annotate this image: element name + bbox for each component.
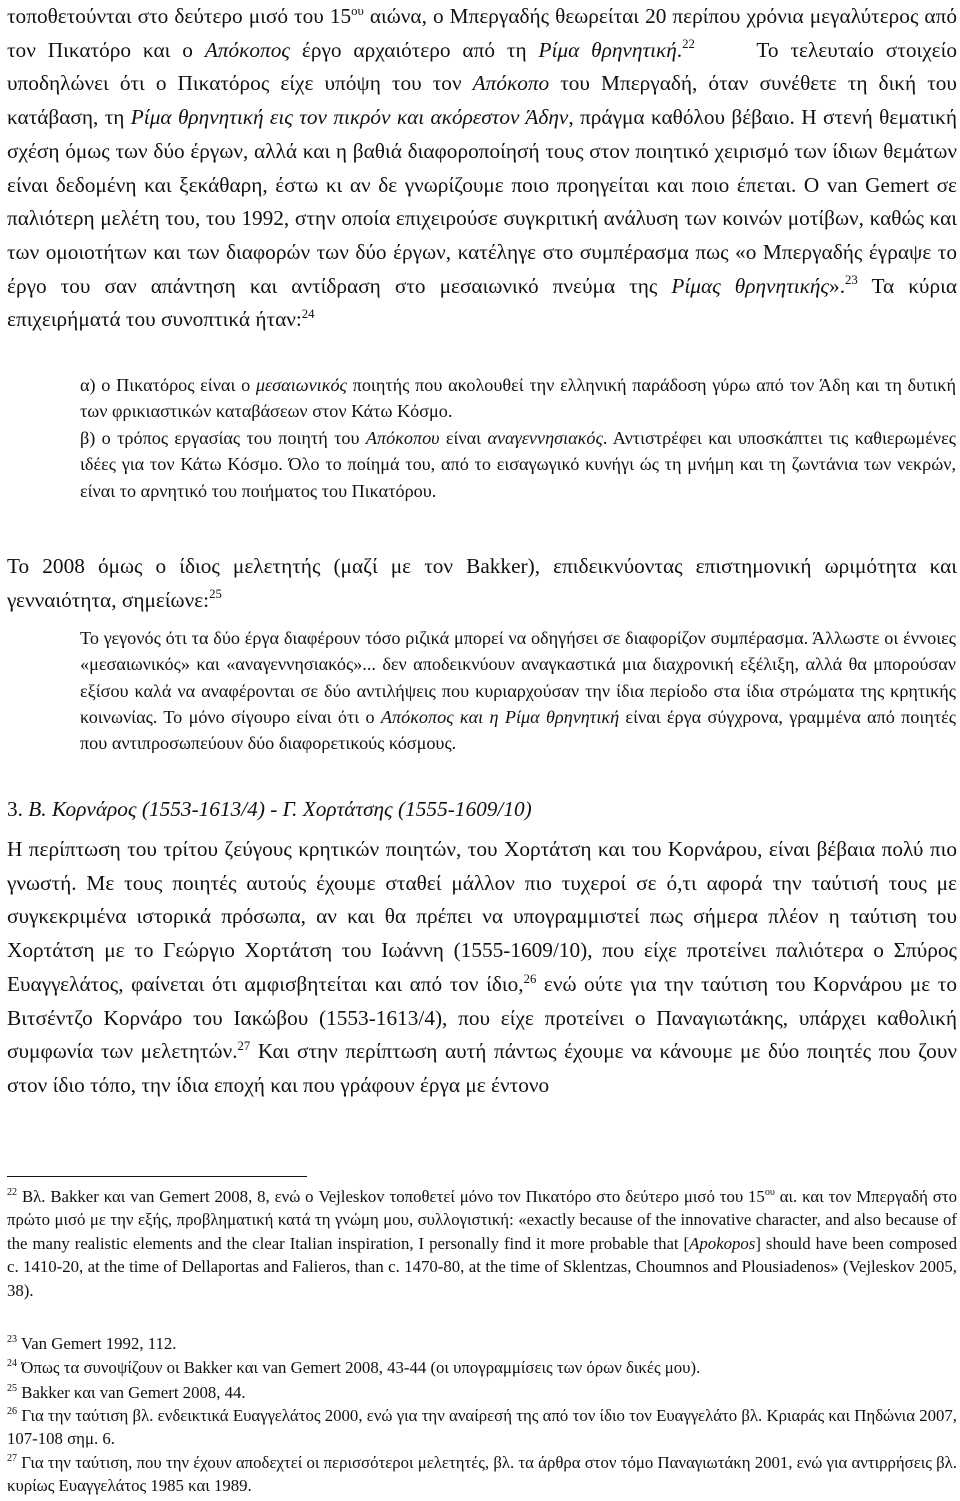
footnote-22 <box>7 1185 957 1302</box>
italic-title: Απόκοπο <box>472 71 550 96</box>
footnote-number: 27 <box>7 1453 18 1465</box>
paragraph-intro <box>7 0 957 337</box>
footnote-text: ] should have been composed c. 1410-20, at the time of Dellaportas and Falieros, than c. 1470-80, at the time of Sklentzas, Choumnos and Plousiadenos» (Vejleskov 2005, 38). <box>7 1233 957 1300</box>
text-run: β) ο τρόπος εργασίας του ποιητή του <box>80 428 366 448</box>
footnote-text: Όπως τα συνοψίζουν οι Bakker και van Gemert 2008, 43-44 (οι υπογραμμίσεις των όρων δικές μου). <box>17 1358 701 1377</box>
paragraph-2008 <box>7 550 957 617</box>
footnote-27 <box>7 1451 957 1498</box>
text-run: έργο αρχαιότερο από τη <box>290 37 539 62</box>
footnote-number: 25 <box>7 1383 18 1395</box>
italic-title: Ρίμα θρηνητική εις τον πικρόν και ακόρεστον Άδην <box>130 105 569 130</box>
paragraph-section-3 <box>7 833 957 1103</box>
footnote-number: 23 <box>7 1334 18 1346</box>
text-run: τοποθετούνται στο δεύτερο μισό του 15 <box>7 4 352 28</box>
footnote-ref-27[interactable]: 27 <box>237 1038 251 1053</box>
footnote-ref-22[interactable]: 22 <box>682 37 695 52</box>
text-run: είναι έργα σύγχρονα, γραμμένα από ποιητές που αντιπροσωπεύουν δύο διαφορετικούς κόσμους. <box>80 706 956 754</box>
footnote-24 <box>7 1356 957 1379</box>
text-run: Το 2008 όμως ο ίδιος μελετητής (μαζί με τον Bakker), επιδεικνύοντας επιστημονική ωριμότητα και γενναιότητα, σημείωνε: <box>7 554 957 612</box>
text-run: ενώ ούτε για την ταύτιση του Κορνάρου με το Βιτσέντζο Κορνάρο του Ιακώβου (1553-1613/4), που είχε προτείνει ο Παναγιωτάκης, υπάρχει καθολική συμφωνία των μελετητών. <box>7 971 957 1064</box>
superscript: ου <box>351 3 364 18</box>
quote-point-a <box>80 372 956 425</box>
italic-title: Απόκοπου <box>365 428 440 448</box>
quote-point-b <box>80 425 956 504</box>
section-heading <box>7 795 907 823</box>
footnote-number: 24 <box>7 1358 18 1370</box>
text-run: α) ο Πικατόρος είναι ο <box>80 375 256 395</box>
footnote-text: Βλ. Bakker και van Gemert 2008, 8, ενώ ο Vejleskov τοποθετεί μόνο τον Πικατόρο στο δεύτερο μισό του 15 <box>17 1187 765 1206</box>
footnote-25 <box>7 1381 957 1404</box>
footnote-ref-26[interactable]: 26 <box>523 971 537 986</box>
block-quote <box>80 625 956 756</box>
footnote-ref-23[interactable]: 23 <box>845 273 858 288</box>
italic-title: Apokopos <box>689 1233 756 1253</box>
text-run: του Μπεργαδή, όταν συνέθετε τη δική του κατάβαση, τη <box>7 71 957 130</box>
text-run: ποιητής που ακολουθεί την ελληνική παράδοση γύρω από τον Άδη και τη δυτική των φρικιαστικών καταβάσεων στον Κάτω Κόσμο. <box>80 375 956 422</box>
text-run: . <box>676 37 683 62</box>
text-run: . Αντιστρέφει και υποσκάπτει τις καθιερωμένες ιδέες για τον Κάτω Κόσμο. Όλο το ποίημά του, από το εισαγωγικό κυνήγι ώς τη μνήμη και τη ζωντάνια των νεκρών, είναι το αρνητικό του ποιήματος του Πικατόρου. <box>80 428 956 501</box>
footnote-divider <box>7 1176 307 1177</box>
text-run: Η περίπτωση του τρίτου ζεύγους κρητικών ποιητών, του Χορτάτση και του Κορνάρου, είναι βέβαια πολύ πιο γνωστή. Με τους ποιητές αυτούς έχουμε σταθεί μάλλον πιο τυχεροί σε ό,τι αφορά την ταύτισή τους με συγκεκριμένα ιστορικά πρόσωπα, αν και θα πρέπει να υπογραμμιστεί πως σήμερα πλέον η ταύτιση του Χορτάτση με το Γεώργιο Χορτάτση του Ιωάννη (1555-1609/10), που είχε προτείνει παλιότερα ο Σπύρος Ευαγγελάτος, φαίνεται ότι αμφισβητείται και από τον ίδιο, <box>7 837 957 996</box>
footnote-ref-24[interactable]: 24 <box>301 307 315 322</box>
footnote-text: Για την ταύτιση βλ. ενδεικτικά Ευαγγελάτος 2000, ενώ για την αναίρεσή της από τον ίδιο τον Ευαγγελάτο βλ. Κριαράς και Πηδώνια 2007, 107-108 σημ. 6. <box>7 1406 957 1449</box>
italic-term: μεσαιωνικός <box>255 375 347 395</box>
italic-title: Απόκοπος <box>204 37 290 62</box>
superscript: ου <box>764 1187 775 1199</box>
text-run: , πράγμα καθόλου βέβαιο. Η στενή θεματική σχέση όμως των δύο έργων, αλλά και η βαθιά διαφοροποίησή τους στον ποιητικό χειρισμό των ίδιων θεμάτων είναι δεδομένη και ξεκάθαρη, έστω κι αν δε γνωρίζουμε ποιο προηγείται και ποιο έπεται. Ο van Gemert σε παλιότερη μελέτη του, του 1992, στην οποία επιχειρούσε συγκριτική ανάλυση των κοινών μοτίβων, καθώς και των ομοιοτήτων και των διαφορών των δύο έργων, κατέληγε στο συμπέρασμα πως «ο Μπεργαδής έγραψε το έργο του σαν απάντηση και αντίδραση στο μεσαιωνικό πνεύμα της <box>7 105 957 298</box>
text-run: αιώνα, ο Μπεργαδής θεωρείται 20 περίπου χρόνια μεγαλύτερος από τον Πικατόρο και ο <box>7 4 957 62</box>
text-run: Τα κύρια επιχειρήματά του συνοπτικά ήταν: <box>7 273 957 332</box>
italic-title: Ρίμας θρηνητικής <box>671 273 830 298</box>
section-number: 3. <box>7 797 29 821</box>
footnote-ref-25[interactable]: 25 <box>209 587 222 602</box>
text-run: Και στην περίπτωση αυτή πάντως έχουμε να κάνουμε με δύο ποιητές που ζουν στον ίδιο τόπο, την ίδια εποχή και που γράφουν έργα με έντονο <box>7 1039 958 1097</box>
text-run: Το τελευταίο στοιχείο υποδηλώνει ότι ο Πικατόρος είχε υπόψη του τον <box>7 37 957 96</box>
italic-title: Απόκοπος και η Ρίμα θρηνητική <box>380 706 620 727</box>
section-title: Β. Κορνάρος (1553-1613/4) - Γ. Χορτάτσης (1555-1609/10) <box>28 797 532 821</box>
footnote-text: Για την ταύτιση, που την έχουν αποδεχτεί οι περισσότεροι μελετητές, βλ. τα άρθρα στον τόμο Παναγιωτάκη 2001, ενώ για αντιρρήσεις βλ. κυρίως Ευαγγελάτος 1985 και 1989. <box>7 1453 957 1496</box>
footnote-text: αι. και τον Μπεργαδή στο πρώτο μισό με την εξής, προβληματική κατά τη γνώμη μου, συλλογιστική: «exactly because of the innovative character, and also because of the many realistic elements and the clear Italian inspiration, I personally find it more probable that [ <box>7 1187 957 1253</box>
footnote-number: 22 <box>7 1187 18 1199</box>
footnote-number: 26 <box>7 1406 18 1418</box>
footnote-text: Bakker και van Gemert 2008, 44. <box>17 1383 246 1402</box>
italic-term: αναγεννησιακός <box>487 428 603 448</box>
text-run: είναι <box>439 428 488 448</box>
italic-title: Ρίμα θρηνητική <box>538 37 677 62</box>
text-run: Το γεγονός ότι τα δύο έργα διαφέρουν τόσο ριζικά μπορεί να οδηγήσει σε διαφορίζον συμπέρασμα. Άλλωστε οι έννοιες «μεσαιωνικός» και «αναγεννησιακός»... δεν αποδεικνύουν αναγκαστικά μια διαχρονική εξέλιξη, αλλά θα μπορούσαν εξίσου καλά να αναφέρονται σε δύο αντιλήψεις που κυριαρχούσαν την ίδια περίοδο στα ίδια στρώματα της κρητικής κοινωνίας. Το μόνο σίγουρο είναι ότι ο <box>80 628 956 727</box>
text-run: ». <box>829 273 846 298</box>
footnote-text: Van Gemert 1992, 112. <box>17 1334 177 1353</box>
footnote-26 <box>7 1404 957 1451</box>
footnote-23 <box>7 1332 957 1355</box>
